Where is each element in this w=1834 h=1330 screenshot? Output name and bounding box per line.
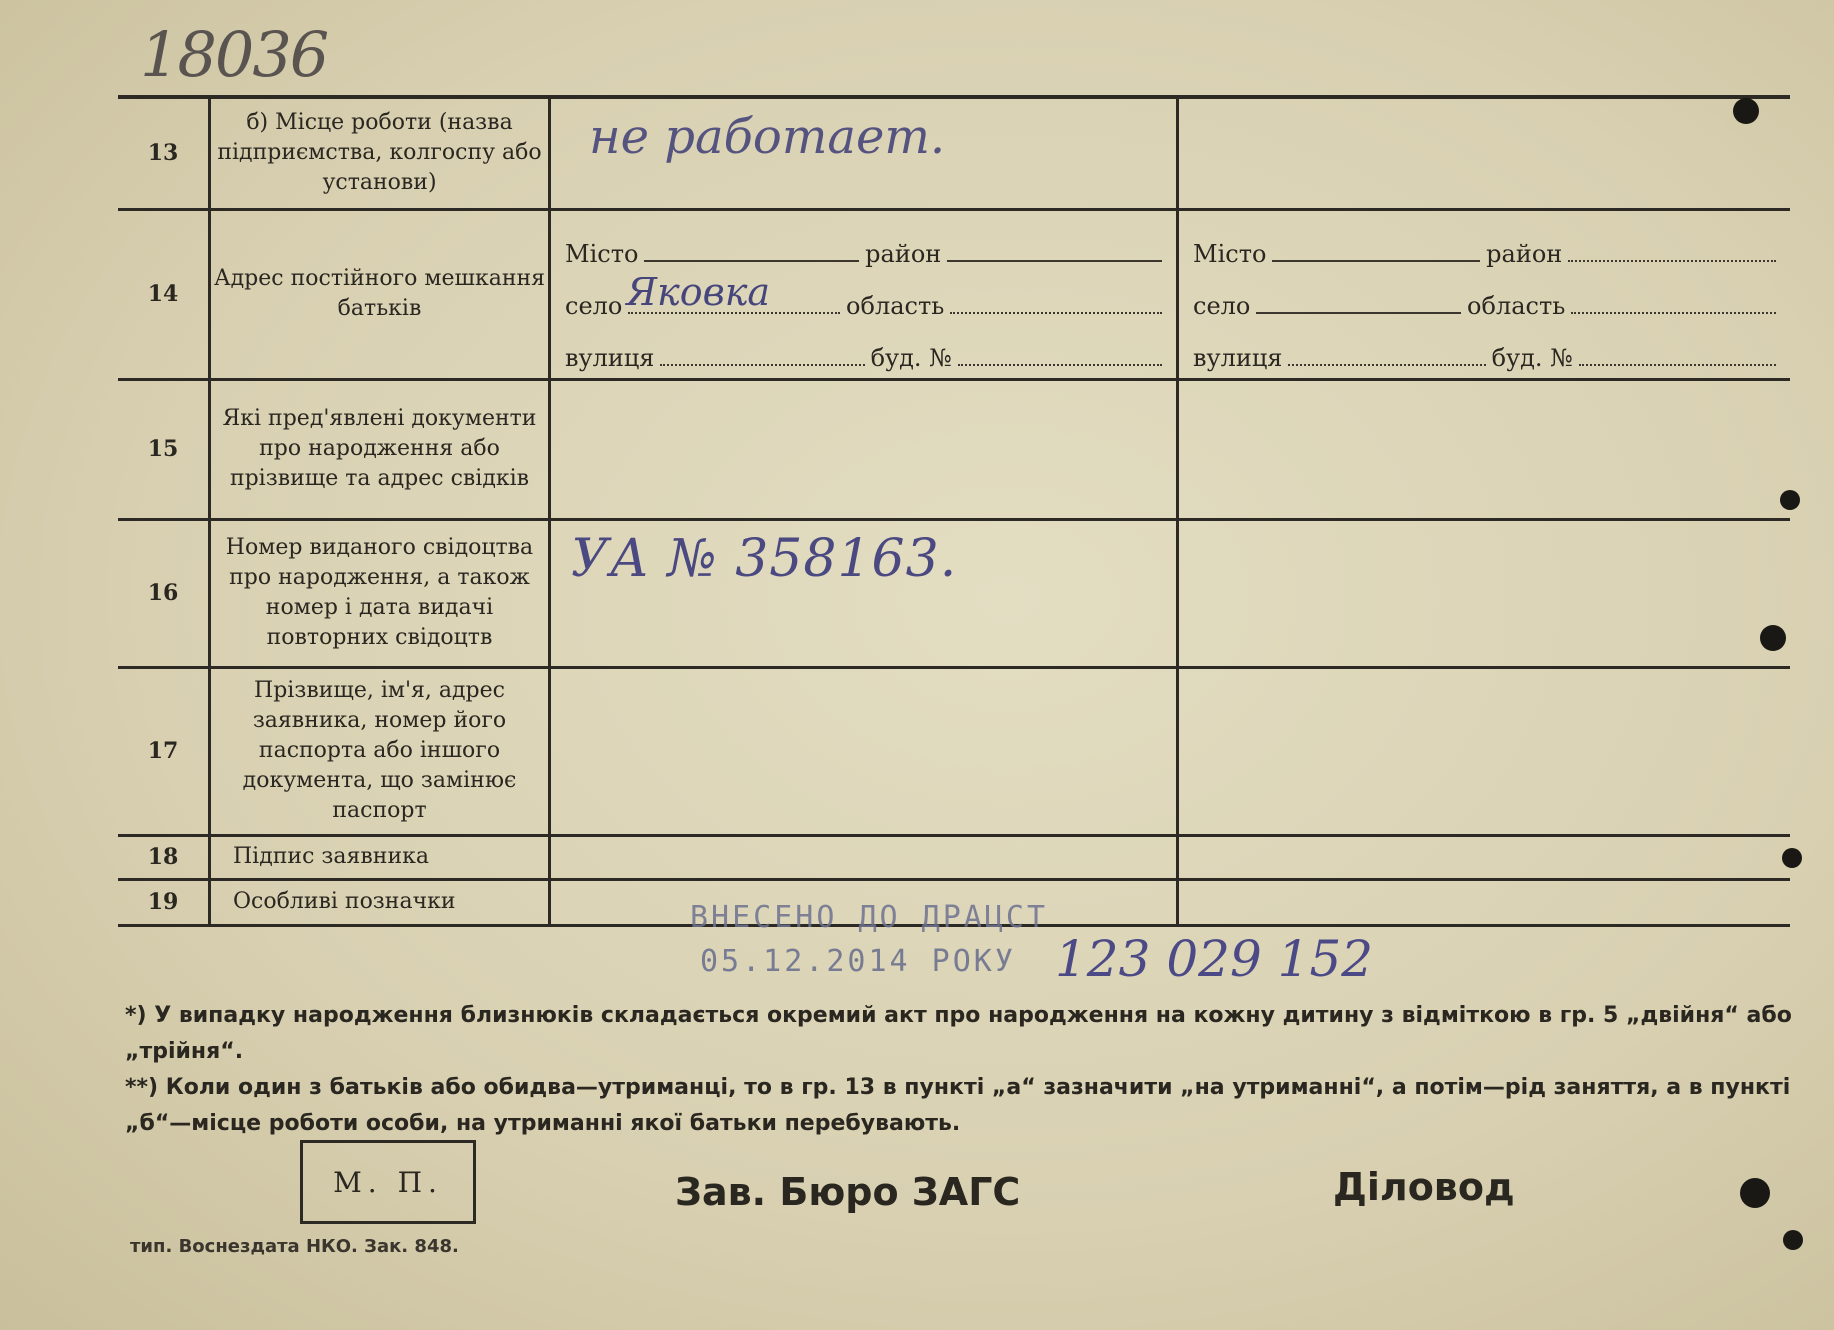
village-value: Яковка (626, 270, 771, 314)
row-number: 14 (118, 209, 210, 379)
archive-number: 18036 (140, 18, 328, 91)
row-label: Підпис заявника (210, 835, 550, 879)
print-imprint: тип. Воснездата НКО. Зак. 848. (130, 1236, 459, 1257)
row-18 (118, 835, 1790, 879)
registry-stamp-line2: 05.12.2014 РОКУ (700, 944, 1016, 979)
address-block-2: Місто район село область вулиця буд. № (1179, 216, 1790, 372)
row-number: 16 (118, 519, 210, 667)
row-number: 17 (118, 667, 210, 835)
head-signature-label: Зав. Бюро ЗАГС (675, 1170, 1021, 1214)
row-13 (118, 97, 1790, 209)
row-label: Адрес постійного мешкання батьків (210, 209, 550, 379)
row-17 (118, 667, 1790, 835)
footnote-2: **) Коли один з батьків або обидва—утриманці, то в гр. 13 в пункті „а“ зазначити „на утриманні“, а потім—рід заняття, а в пункті „б“—місце роботи особи, на утриманні якої батьки перебувають. (125, 1075, 1791, 1136)
row-label: Особливі позначки (210, 879, 550, 925)
record-number: 123 029 152 (1055, 930, 1374, 988)
binding-hole (1740, 1178, 1770, 1208)
row-label: Прізвище, ім'я, адрес заявника, номер його паспорта або іншого документа, що замінює паспорт (210, 667, 550, 835)
row-number: 13 (118, 97, 210, 209)
binding-hole (1780, 490, 1800, 510)
binding-hole (1760, 625, 1786, 651)
registry-form-table (118, 95, 1790, 927)
row-16 (118, 519, 1790, 667)
registry-stamp-line1: ВНЕСЕНО ДО ДРАЦСТ (690, 900, 1049, 935)
row-label: Які пред'явлені документи про народження або прізвище та адрес свідків (210, 379, 550, 519)
certificate-number: УА № 358163. (571, 528, 958, 589)
row-number: 19 (118, 879, 210, 925)
clerk-signature-label: Діловод (1333, 1165, 1515, 1209)
row-label: Номер виданого свідоцтва про народження, а також номер і дата видачі повторних свідоцтв (210, 519, 550, 667)
binding-hole (1783, 1230, 1803, 1250)
row-label: б) Місце роботи (назва підприємства, колгоспу або установи) (210, 97, 550, 209)
binding-hole (1782, 848, 1802, 868)
workplace-value: не работает. (589, 109, 946, 165)
footnote-1: *) У випадку народження близнюків складається окремий акт про народження на кожну дитину з відміткою в гр. 5 „двійня“ або „трійня“. (125, 1003, 1792, 1064)
footnotes (125, 998, 1805, 1142)
address-block-1: Місто район село Яковка область вулиця буд. № (551, 216, 1176, 372)
binding-hole (1733, 98, 1759, 124)
row-number: 15 (118, 379, 210, 519)
row-number: 18 (118, 835, 210, 879)
seal-box: М. П. (300, 1140, 476, 1224)
row-14 (118, 209, 1790, 379)
row-15 (118, 379, 1790, 519)
